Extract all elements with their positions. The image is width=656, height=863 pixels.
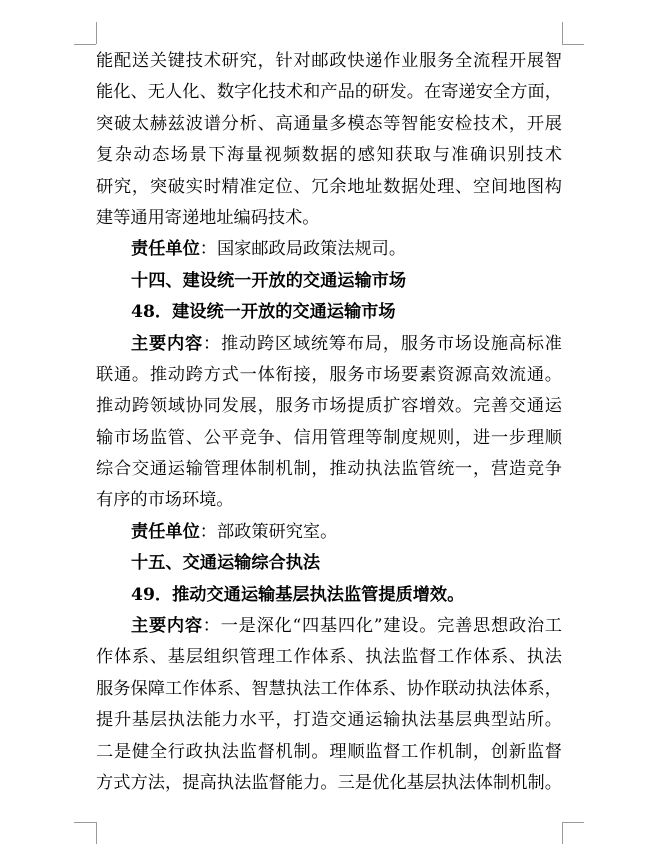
paragraph-line: 作体系、基层组织管理工作体系、执法监督工作体系、执法 — [96, 647, 562, 668]
crop-mark-top-right-h — [562, 44, 584, 45]
item-heading-48: 48．建设统一开放的交通运输市场 — [131, 302, 396, 323]
crop-mark-bottom-right-h — [562, 822, 584, 823]
paragraph-line: 二是健全行政执法监督机制。理顺监督工作机制，创新监督 — [96, 741, 562, 762]
paragraph-line: 服务保障工作体系、智慧执法工作体系、协作联动执法体系， — [96, 678, 562, 699]
responsible-unit-text: ：部政策研究室。 — [199, 521, 338, 542]
item-heading-49: 49．推动交通运输基层执法监管提质增效。 — [131, 584, 465, 605]
crop-mark-bottom-left-h — [74, 822, 96, 823]
crop-mark-top-left-h — [74, 44, 96, 45]
responsible-unit-label: 责任单位 — [131, 521, 200, 542]
main-content-text: ：一是深化“四基四化”建设。完善思想政治工 — [202, 616, 562, 637]
main-content-label: 主要内容 — [131, 616, 203, 637]
responsible-unit-label: 责任单位 — [131, 239, 200, 260]
crop-mark-top-right-v — [562, 22, 563, 44]
paragraph-line: 突破太赫兹波谱分析、高通量多模态等智能安检技术，开展 — [96, 113, 562, 134]
paragraph-line: 建等通用寄递地址编码技术。 — [96, 207, 320, 228]
document-body — [96, 46, 562, 799]
paragraph-line: 联通。推动跨方式一体衔接，服务市场要素资源高效流通。 — [96, 364, 562, 385]
section-heading-14: 十四、建设统一开放的交通运输市场 — [131, 270, 407, 291]
main-content-label: 主要内容 — [131, 333, 203, 354]
main-content-line — [96, 611, 562, 642]
paragraph-line: 能配送关键技术研究，针对邮政快递作业服务全流程开展智 — [96, 51, 562, 71]
paragraph-line: 推动跨领域协同发展，服务市场提质扩容增效。完善交通运 — [96, 396, 562, 417]
paragraph-line: 能化、无人化、数字化技术和产品的研发。在寄递安全方面， — [96, 82, 562, 103]
paragraph-line: 复杂动态场景下海量视频数据的感知获取与准确识别技术 — [96, 145, 562, 166]
responsible-unit-line — [96, 517, 562, 548]
paragraph-line: 方式方法，提高执法监督能力。三是优化基层执法体制机制。 — [96, 772, 562, 793]
paragraph-line: 提升基层执法能力水平，打造交通运输执法基层典型站所。 — [96, 710, 562, 731]
paragraph-line: 有序的市场环境。 — [96, 490, 234, 511]
crop-mark-bottom-right-v — [562, 822, 563, 844]
crop-mark-bottom-left-v — [96, 822, 97, 844]
main-content-text: ：推动跨区域统筹布局，服务市场设施高标准 — [202, 333, 562, 354]
paragraph-line: 输市场监管、公平竞争、信用管理等制度规则，进一步理顺 — [96, 427, 562, 448]
paragraph-line: 综合交通运输管理体制机制，推动执法监管统一，营造竞争 — [96, 459, 562, 480]
crop-mark-top-left-v — [96, 22, 97, 44]
main-content-line — [96, 329, 562, 360]
responsible-unit-text: ：国家邮政局政策法规司。 — [199, 239, 407, 260]
paragraph-line: 研究，突破实时精准定位、冗余地址数据处理、空间地图构 — [96, 176, 562, 197]
section-heading-15: 十五、交通运输综合执法 — [131, 553, 321, 574]
responsible-unit-line — [96, 234, 562, 265]
